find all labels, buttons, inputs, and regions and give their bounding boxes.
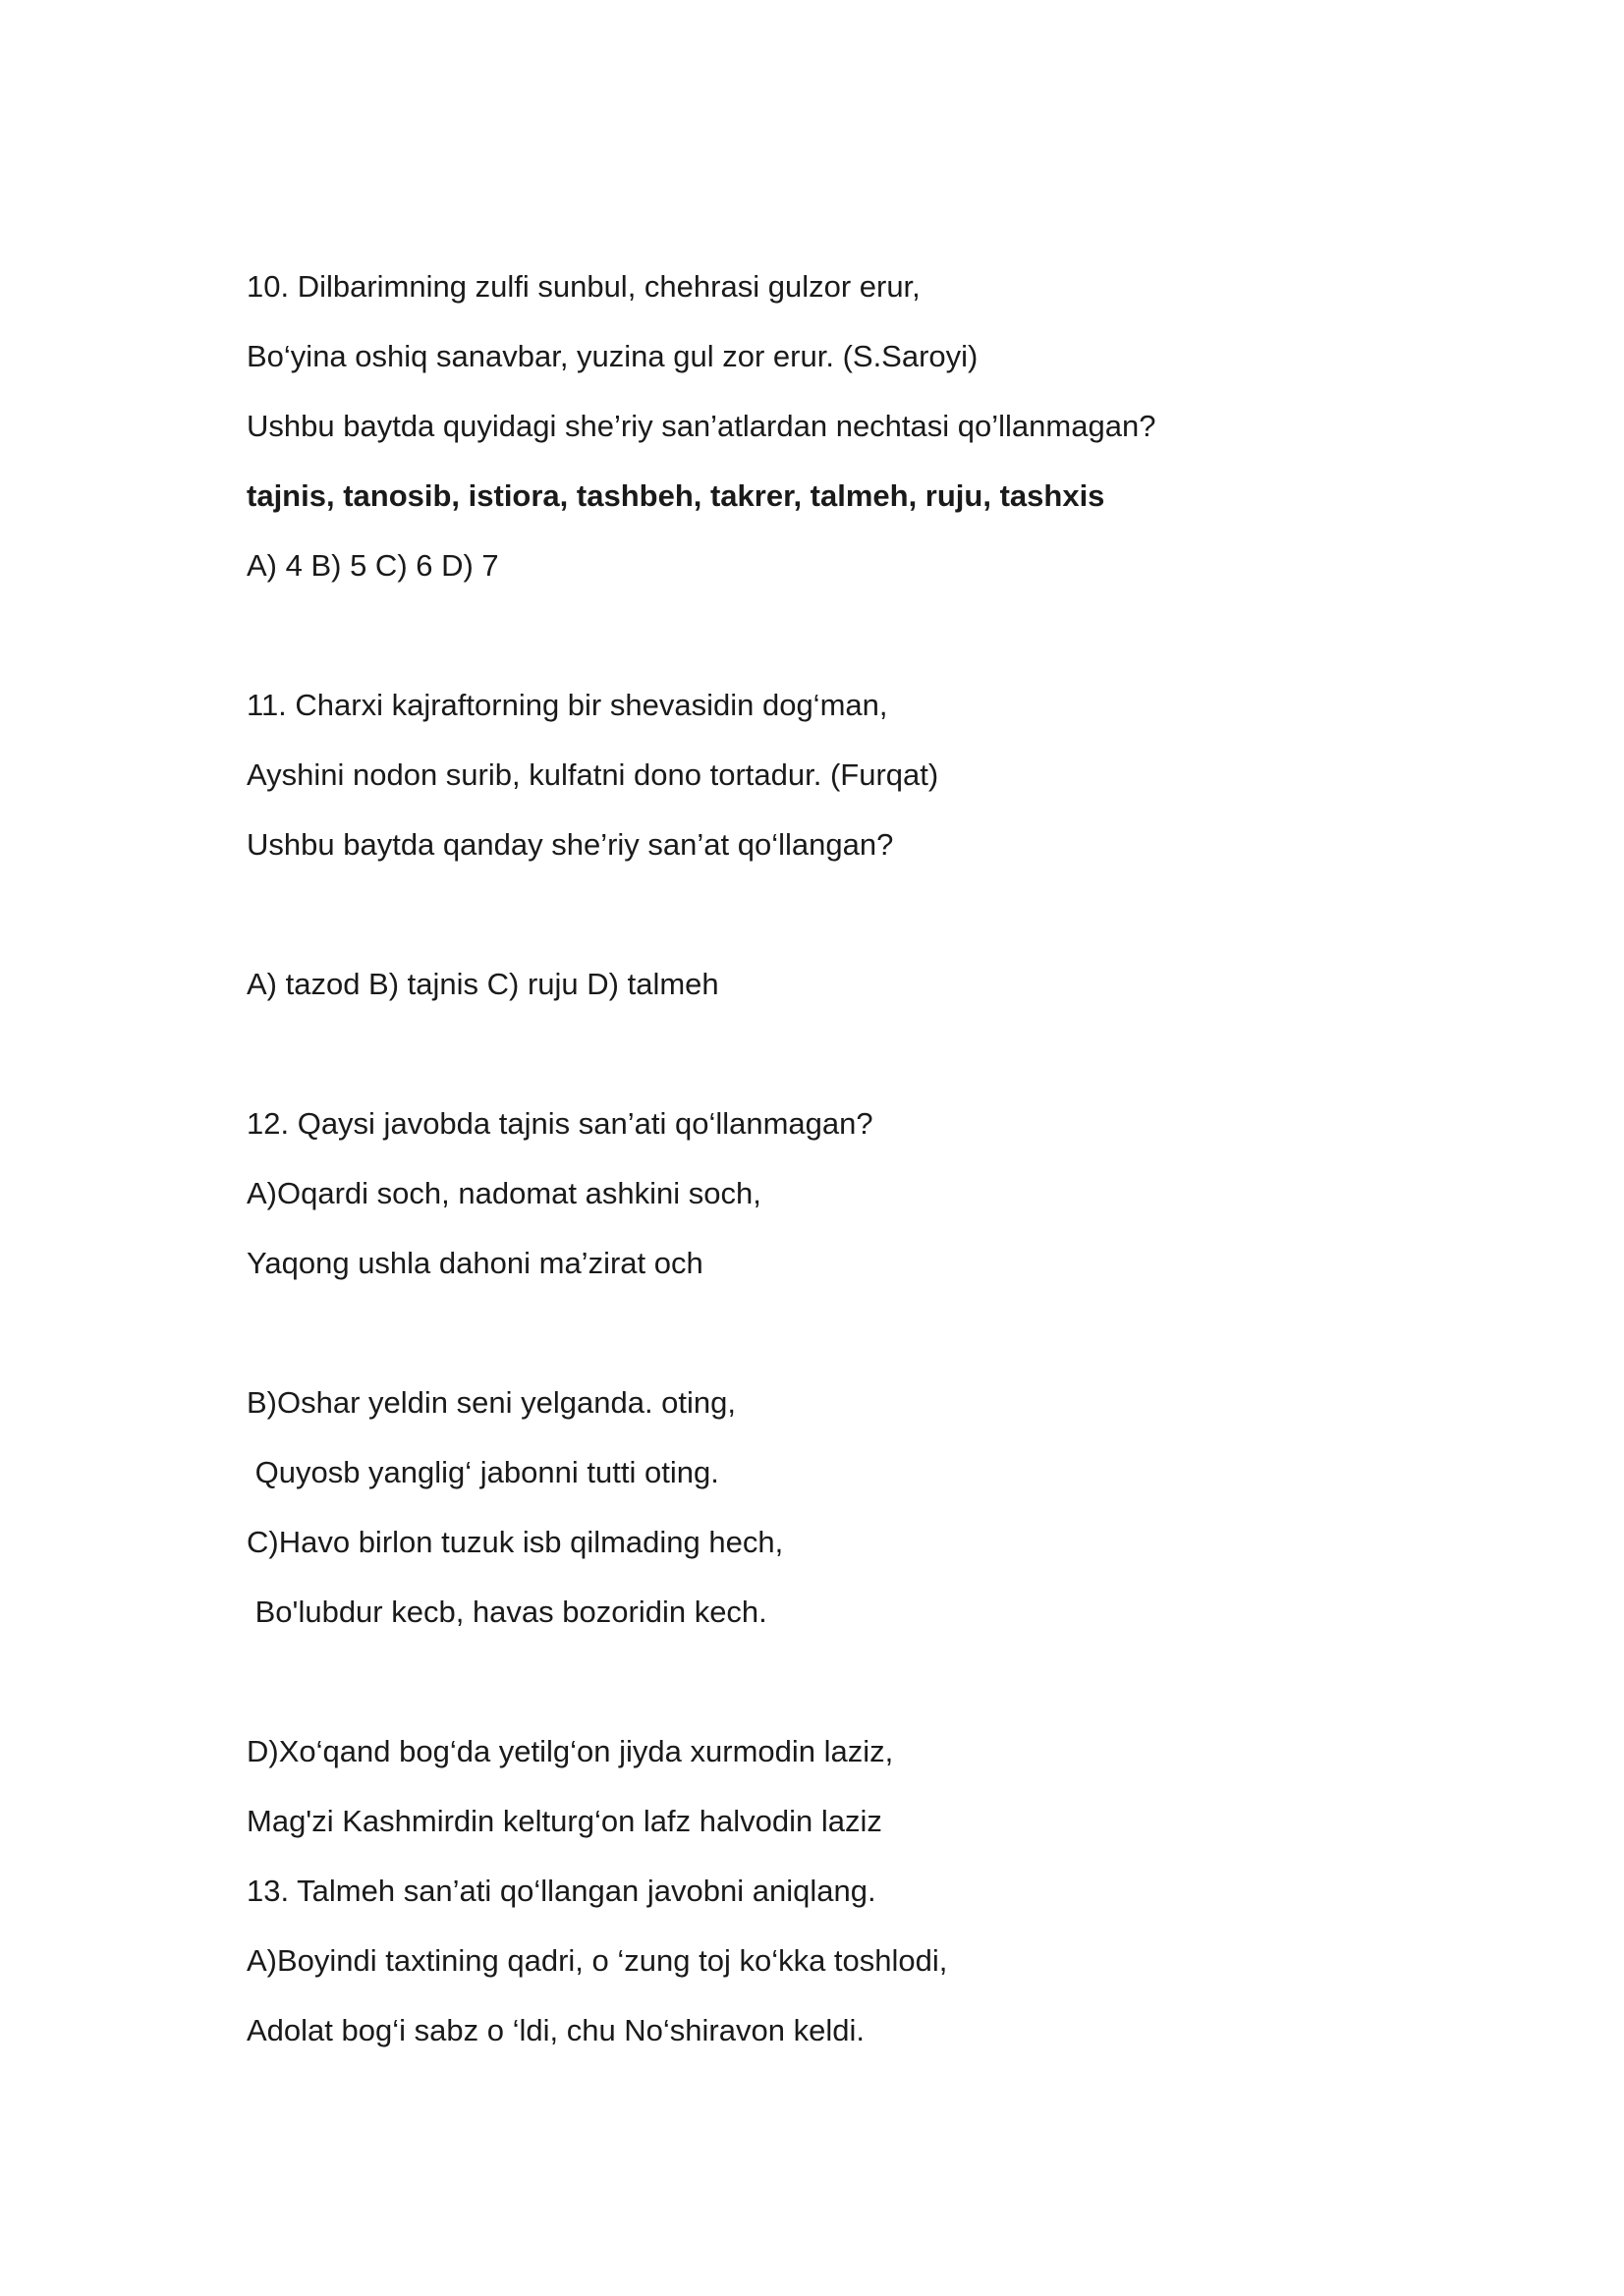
question-12-option-d-line-1: D)Xo‘qand bog‘da yetilg‘on jiyda xurmodin laziz, — [247, 1734, 894, 1768]
question-10-devices-list: tajnis, tanosib, istiora, tashbeh, takrer, talmeh, ruju, tashxis — [247, 478, 1105, 513]
question-12-option-c-line-2: Bo'lubdur kecb, havas bozoridin kech. — [247, 1595, 767, 1629]
question-12-option-b-line-1: B)Oshar yeldin seni yelganda. oting, — [247, 1385, 737, 1420]
question-10-line-2: Bo‘yina oshiq sanavbar, yuzina gul zor erur. (S.Saroyi) — [247, 339, 979, 373]
question-11-line-2: Ayshini nodon surib, kulfatni dono tortadur. (Furqat) — [247, 757, 939, 792]
question-10-line-1: 10. Dilbarimning zulfi sunbul, chehrasi gulzor erur, — [247, 269, 921, 304]
question-10-options: A) 4 B) 5 C) 6 D) 7 — [247, 548, 499, 583]
question-11-options: A) tazod B) tajnis C) ruju D) talmeh — [247, 967, 719, 1001]
question-13-option-a-line-1: A)Boyindi taxtining qadri, o ‘zung toj ko‘kka toshlodi, — [247, 1943, 948, 1978]
question-11-line-1: 11. Charxi kajraftorning bir shevasidin dog‘man, — [247, 688, 888, 722]
question-12-option-b-line-2: Quyosb yanglig‘ jabonni tutti oting. — [247, 1455, 719, 1489]
question-11-prompt: Ushbu baytda qanday she’riy san’at qo‘llangan? — [247, 827, 894, 862]
question-12-prompt: 12. Qaysi javobda tajnis san’ati qo‘llanmagan? — [247, 1106, 873, 1141]
question-12-option-a-line-2: Yaqong ushla dahoni ma’zirat och — [247, 1246, 703, 1280]
question-12-option-a-line-1: A)Oqardi soch, nadomat ashkini soch, — [247, 1176, 761, 1210]
question-12-option-d-line-2: Mag'zi Kashmirdin kelturg‘on lafz halvodin laziz — [247, 1804, 882, 1838]
question-12-option-c-line-1: C)Havo birlon tuzuk isb qilmading hech, — [247, 1525, 784, 1559]
question-13-option-a-line-2: Adolat bog‘i sabz o ‘ldi, chu No‘shiravon keldi. — [247, 2013, 865, 2047]
question-10-prompt: Ushbu baytda quyidagi she’riy san’atlardan nechtasi qo’llanmagan? — [247, 409, 1156, 443]
question-13-prompt: 13. Talmeh san’ati qo‘llangan javobni aniqlang. — [247, 1874, 876, 1908]
